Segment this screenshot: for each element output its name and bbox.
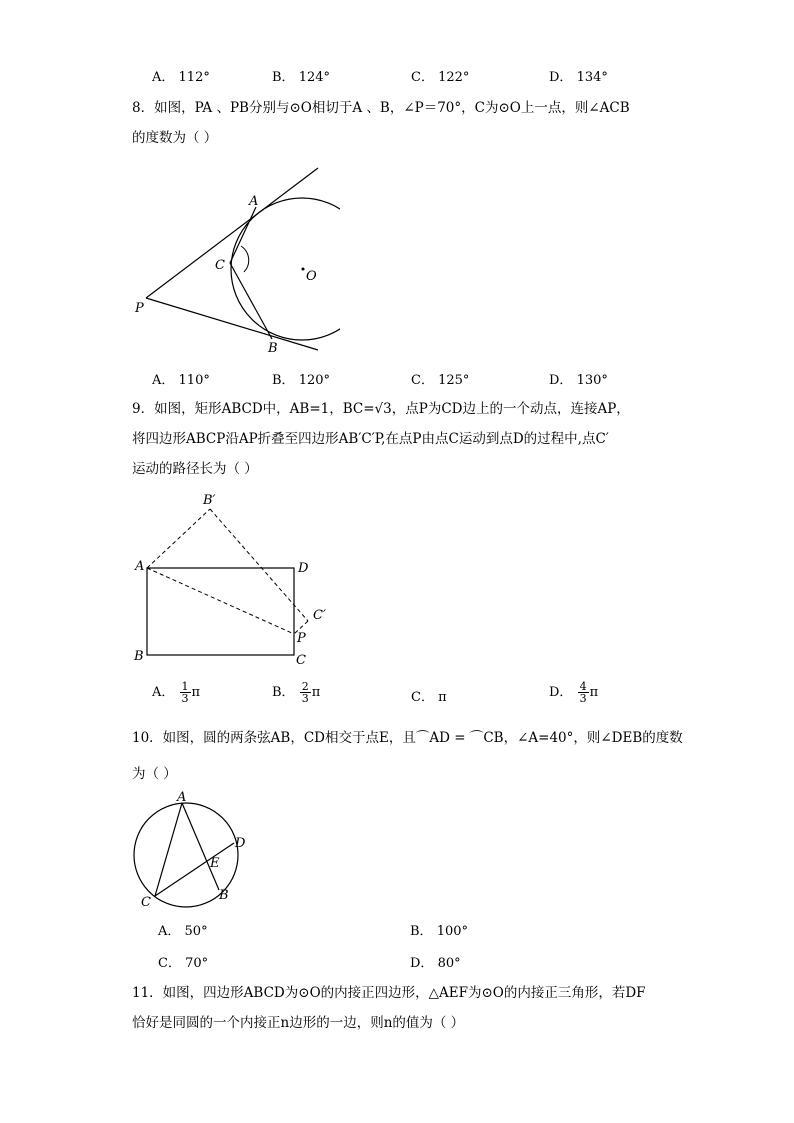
q9-stem-line3: 运动的路径长为（ ） [132, 461, 258, 477]
q9-label-c: C [296, 653, 306, 668]
q11-stem-line1: 11．如图，四边形ABCD为⊙O的内接正四边形，△AEF为⊙O的内接正三角形，若DF [132, 985, 646, 1001]
q9-option-a-fraction: $\frac{1}{3}$ [181, 680, 189, 705]
q9-option-c: C． π [411, 690, 447, 705]
q8-label-b: B [268, 341, 278, 356]
q10-chord-ac [155, 803, 182, 896]
q10-option-d: D． 80° [410, 956, 461, 971]
q9-label-a: A [135, 559, 145, 574]
q11-stem-line2: 恰好是同圆的一个内接正n边形的一边，则n的值为（ ） [132, 1015, 465, 1031]
q8-option-c: C． 125° [411, 373, 470, 388]
q10-chord-ab [182, 803, 219, 890]
q9-label-bprime: B′ [203, 493, 216, 508]
q9-label-cprime: C′ [313, 608, 326, 623]
q8-center-dot [302, 268, 305, 271]
q8-label-c: C [215, 258, 225, 273]
q10-label-e: E [210, 856, 220, 871]
q9-dash-bc [210, 509, 308, 621]
q8-chord-ac [230, 207, 256, 263]
q8-option-a: A． 110° [152, 373, 210, 388]
q10-figure [124, 786, 264, 916]
q10-label-a: A [177, 790, 187, 805]
q9-dash-ap [147, 568, 294, 634]
q10-stem-line1: 10．如图，圆的两条弦AB，CD相交于点E，且⌒AD = ⌒CB，∠A=40°，则∠DEB的度数 [132, 730, 683, 746]
q10-label-b: B [219, 888, 229, 903]
q9-option-b: B． $\frac{2}{3}$ π [272, 680, 321, 705]
q8-circle [231, 198, 340, 340]
q7-option-d: D． 134° [549, 70, 608, 85]
q10-option-a: A． 50° [158, 924, 208, 939]
q10-label-d: D [235, 836, 246, 851]
q7-option-a: A． 112° [152, 70, 210, 85]
q9-stem-line1: 9．如图，矩形ABCD中，AB=1，BC=√3，点P为CD边上的一个动点，连接AP， [132, 401, 630, 417]
q8-figure [120, 160, 340, 360]
q7-option-c: C． 122° [411, 70, 470, 85]
q10-stem-line2: 为（ ） [132, 766, 177, 782]
q8-stem-line2: 的度数为（ ） [132, 130, 218, 146]
q8-label-a: A [249, 194, 259, 209]
q8-chord-cb [230, 263, 272, 339]
q9-rectangle [147, 568, 294, 655]
q8-label-o: O [306, 269, 317, 284]
q9-option-d-fraction: $\frac{4}{3}$ [579, 680, 587, 705]
q10-option-b: B． 100° [410, 924, 469, 939]
q9-option-d: D． $\frac{4}{3}$ π [549, 680, 599, 705]
q8-option-d: D． 130° [549, 373, 608, 388]
q8-option-b: B． 120° [272, 373, 331, 388]
q8-stem-line1: 8．如图，PA 、PB分别与⊙O相切于A 、B，∠P＝70°，C为⊙O上一点，则∠ACB [132, 100, 630, 116]
q9-label-d: D [298, 561, 309, 576]
q10-label-c: C [141, 895, 151, 910]
q9-label-p: P [297, 631, 306, 646]
q8-label-p: P [135, 301, 144, 316]
q9-label-b: B [134, 649, 144, 664]
q7-option-b: B． 124° [272, 70, 331, 85]
q9-figure [128, 488, 348, 673]
q9-option-b-fraction: $\frac{2}{3}$ [301, 680, 309, 705]
q9-stem-line2: 将四边形ABCP沿AP折叠至四边形AB′C′P,在点P由点C运动到点D的过程中,点C′ [132, 431, 609, 447]
q8-tangent-pb [146, 298, 318, 350]
q9-option-a: A． $\frac{1}{3}$ π [152, 680, 201, 705]
q8-angle-arc [241, 246, 249, 272]
q10-option-c: C． 70° [158, 956, 209, 971]
q9-dash-ab [147, 509, 210, 568]
